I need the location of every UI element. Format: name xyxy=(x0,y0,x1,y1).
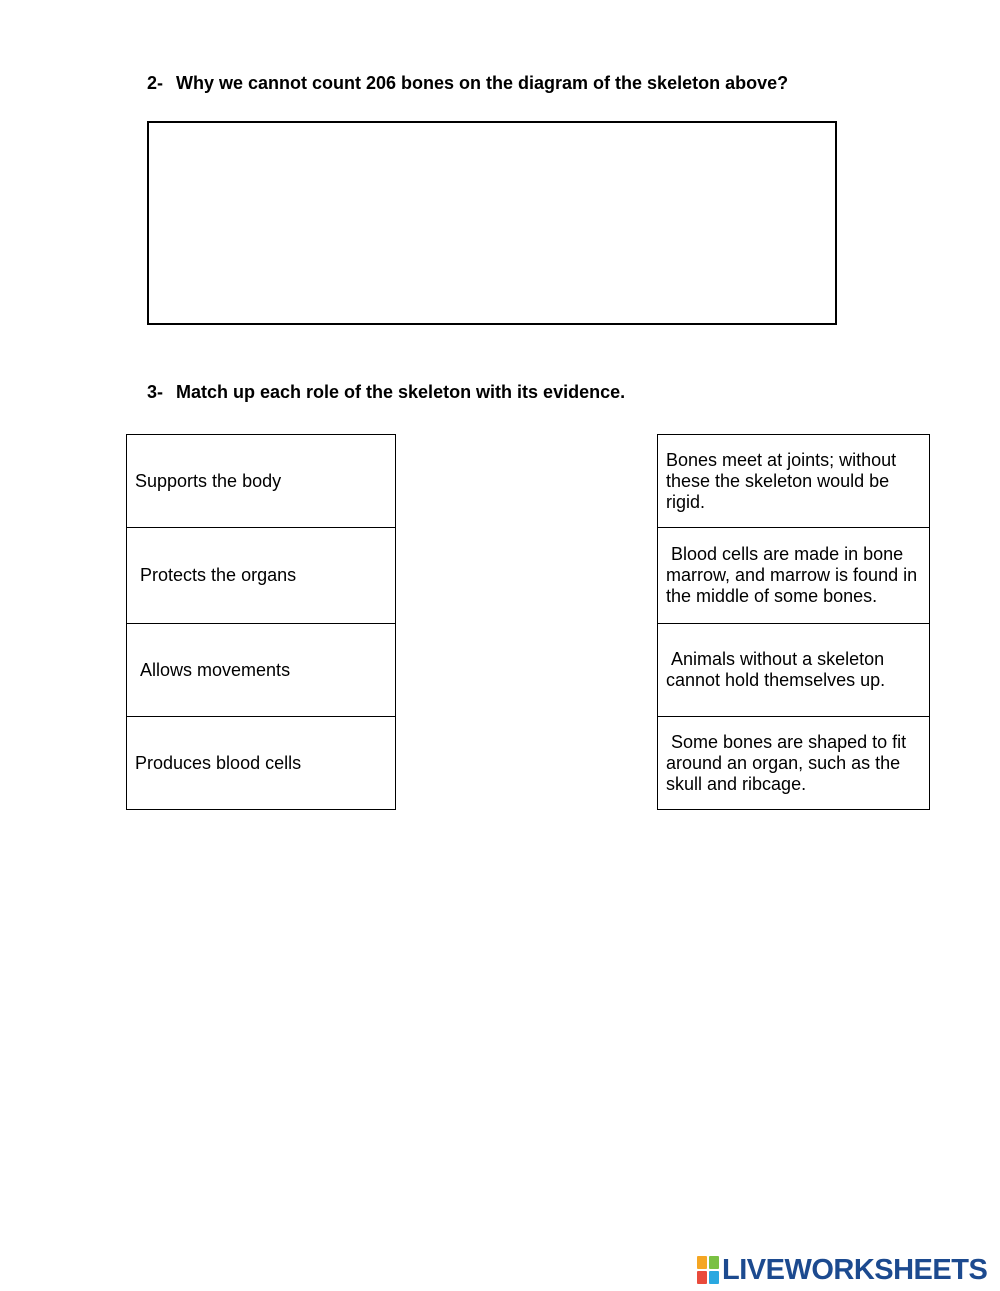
evidence-item[interactable]: Bones meet at joints; without these the skeleton would be rigid. xyxy=(658,435,929,528)
logo-blocks-icon xyxy=(697,1256,719,1284)
role-item[interactable]: Allows movements xyxy=(127,624,395,717)
role-item[interactable]: Supports the body xyxy=(127,435,395,528)
logo-block xyxy=(709,1256,719,1269)
question-3-number: 3- xyxy=(147,382,164,402)
question-3-heading xyxy=(147,382,625,403)
logo-block xyxy=(697,1256,707,1269)
liveworksheets-logo xyxy=(697,1256,987,1284)
logo-text: LIVEWORKSHEETS xyxy=(722,1254,988,1286)
evidence-column xyxy=(657,434,930,810)
question-3-text: Match up each role of the skeleton with its evidence. xyxy=(176,382,626,402)
logo-block xyxy=(697,1271,707,1284)
question-2-heading xyxy=(147,73,788,94)
question-2-text: Why we cannot count 206 bones on the diagram of the skeleton above? xyxy=(176,73,789,93)
roles-column xyxy=(126,434,396,810)
evidence-item[interactable]: Animals without a skeleton cannot hold themselves up. xyxy=(658,624,929,717)
answer-text-box[interactable] xyxy=(147,121,837,325)
role-item[interactable]: Protects the organs xyxy=(127,528,395,624)
evidence-item[interactable]: Blood cells are made in bone marrow, and marrow is found in the middle of some bones. xyxy=(658,528,929,624)
question-2-number: 2- xyxy=(147,73,164,93)
role-item[interactable]: Produces blood cells xyxy=(127,717,395,810)
evidence-item[interactable]: Some bones are shaped to fit around an organ, such as the skull and ribcage. xyxy=(658,717,929,810)
logo-block xyxy=(709,1271,719,1284)
